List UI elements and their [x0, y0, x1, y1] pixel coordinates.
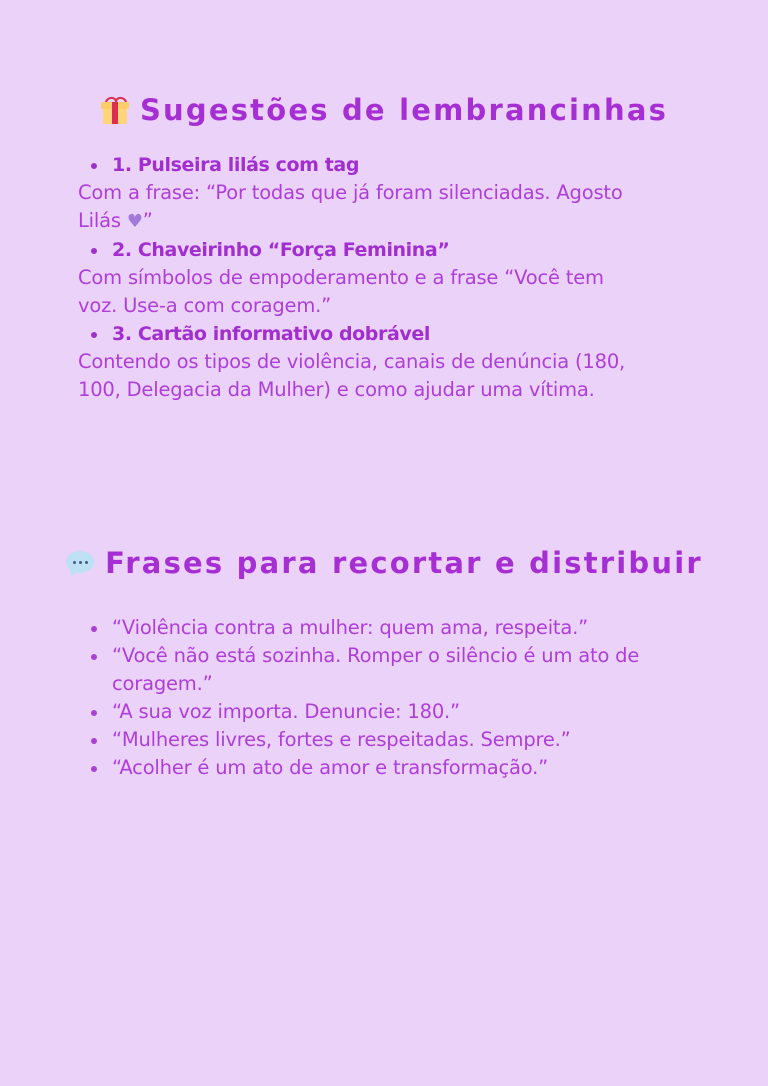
purple-heart-icon: ♥ — [126, 211, 143, 232]
item-title: 3. Cartão informativo dobrável — [78, 320, 698, 348]
item-title: 2. Chaveirinho “Força Feminina” — [78, 236, 698, 264]
speech-bubble-icon — [65, 548, 95, 578]
item-description: Com a frase: “Por todas que já foram silenciadas. Agosto Lilás ♥” — [78, 179, 698, 236]
item-title: 1. Pulseira lilás com tag — [78, 151, 698, 179]
section-title: Sugestões de lembrancinhas — [139, 93, 669, 127]
phrases-list — [78, 614, 698, 782]
item-description: Contendo os tipos de violência, canais de denúncia (180, 100, Delegacia da Mulher) e como ajudar uma vítima. — [78, 350, 626, 401]
section-gift-suggestions — [0, 93, 768, 127]
list-item — [78, 236, 698, 320]
section-title: Frases para recortar e distribuir — [105, 546, 703, 580]
gift-icon — [100, 95, 130, 125]
gift-suggestions-list — [78, 151, 698, 404]
list-item — [78, 320, 698, 404]
item-description: Com símbolos de empoderamento e a frase “Você tem voz. Use-a com coragem.” — [78, 266, 604, 317]
section-heading — [0, 93, 768, 127]
list-item: “Você não está sozinha. Romper o silêncio é um ato de coragem.” — [78, 642, 698, 698]
list-item: “Mulheres livres, fortes e respeitadas. Sempre.” — [78, 726, 698, 754]
section-phrases — [0, 546, 768, 580]
list-item: “A sua voz importa. Denuncie: 180.” — [78, 698, 698, 726]
list-item — [78, 151, 698, 236]
list-item: “Acolher é um ato de amor e transformação.” — [78, 754, 698, 782]
section-heading — [0, 546, 768, 580]
list-item: “Violência contra a mulher: quem ama, respeita.” — [78, 614, 698, 642]
